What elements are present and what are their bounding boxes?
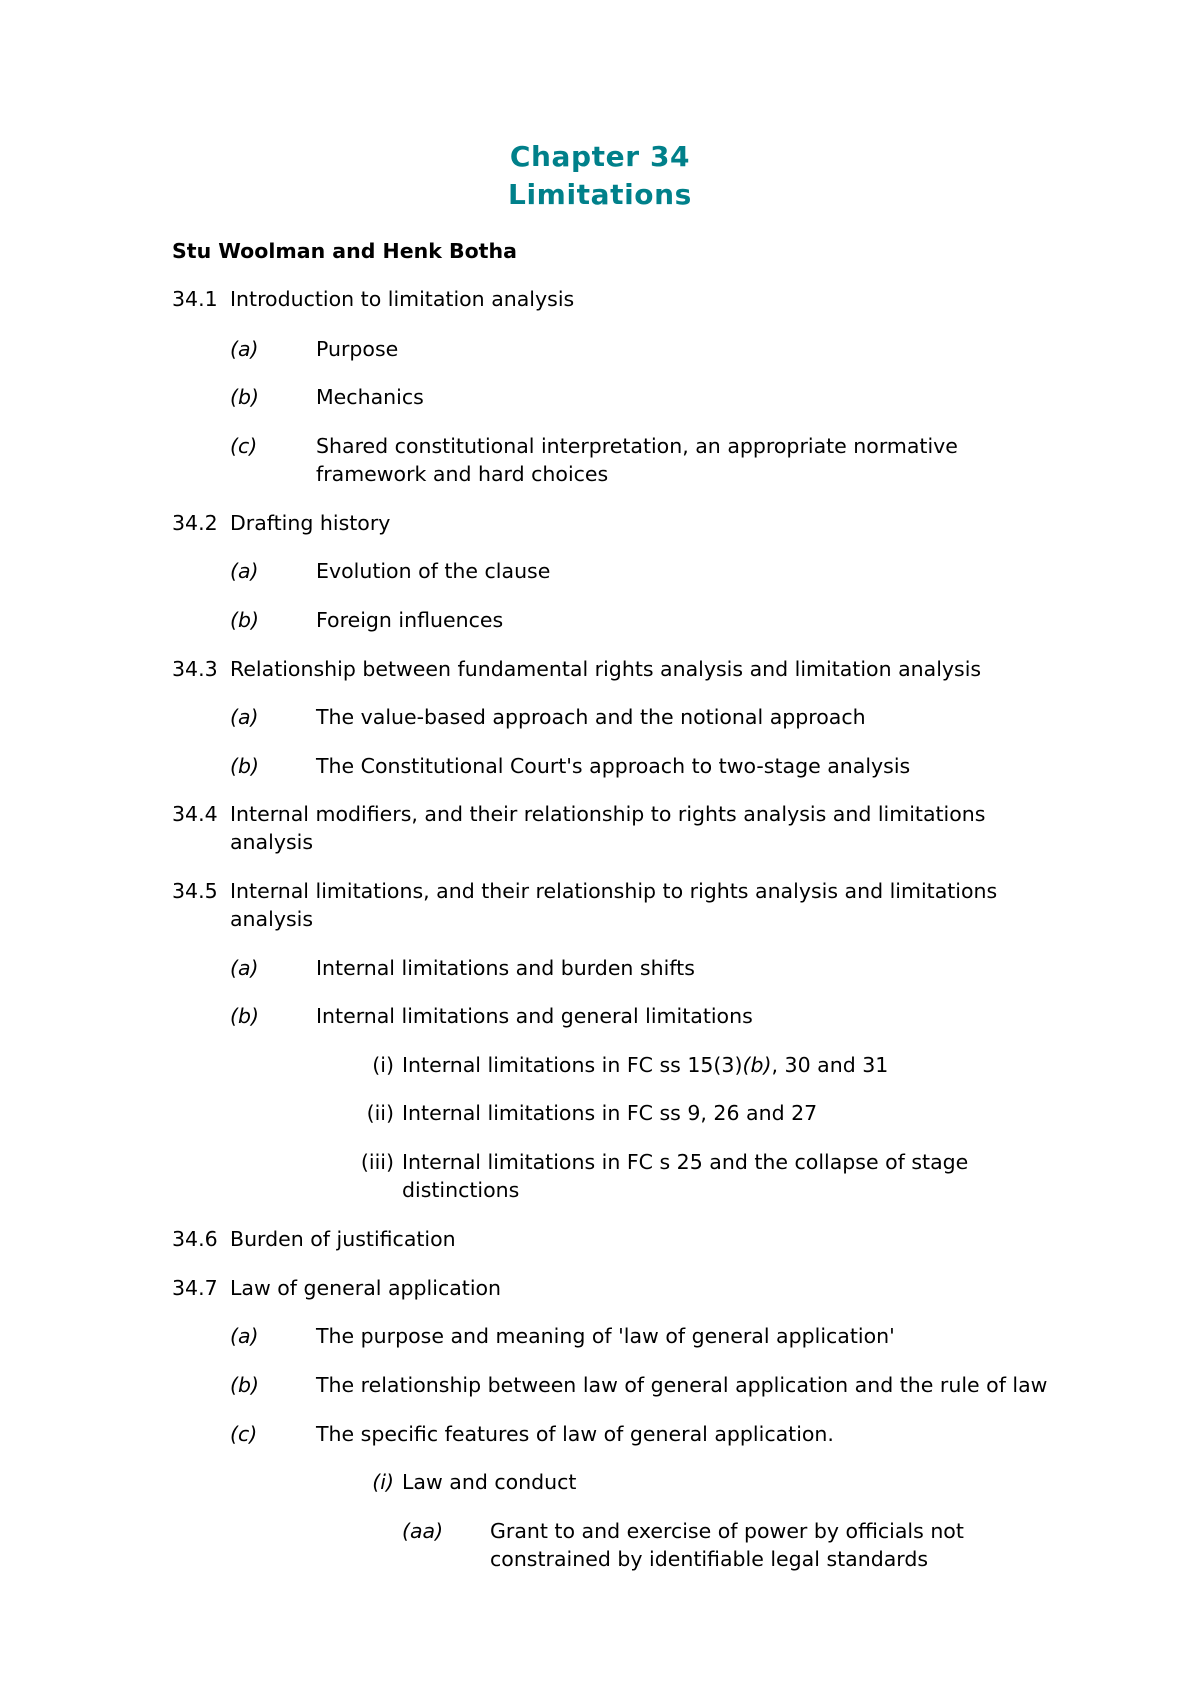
- subitem-mark: (iii): [360, 1150, 394, 1174]
- section-number: 34.1: [172, 287, 218, 311]
- section-heading: Internal limitations, and their relationship to rights analysis and limitations: [230, 879, 998, 903]
- item-mark: (c): [230, 1422, 258, 1446]
- section-heading: Relationship between fundamental rights analysis and limitation analysis: [230, 657, 982, 681]
- item-mark: (a): [230, 1324, 259, 1348]
- item-mark: (a): [230, 705, 259, 729]
- item-label: Mechanics: [316, 385, 424, 409]
- item-mark: (b): [230, 754, 260, 778]
- section-heading: Drafting history: [230, 511, 391, 535]
- item-mark: (b): [230, 385, 260, 409]
- item-mark: (c): [230, 434, 258, 458]
- section-number: 34.6: [172, 1227, 218, 1251]
- subsubitem-label: Grant to and exercise of power by officials not: [490, 1519, 964, 1543]
- subsubitem-mark: (aa): [402, 1519, 444, 1543]
- subitem-mark: (i): [372, 1470, 394, 1494]
- section-heading-continued: analysis: [230, 830, 314, 854]
- item-label: Purpose: [316, 337, 399, 361]
- item-label: The purpose and meaning of 'law of general application': [316, 1324, 895, 1348]
- chapter-number: Chapter 34: [509, 140, 691, 173]
- item-mark: (a): [230, 337, 259, 361]
- section-heading: Burden of justification: [230, 1227, 456, 1251]
- item-mark: (a): [230, 559, 259, 583]
- subitem-label: Internal limitations in FC s 25 and the collapse of stage: [402, 1150, 969, 1174]
- section-number: 34.4: [172, 802, 218, 826]
- item-label: Evolution of the clause: [316, 559, 551, 583]
- section-heading: Internal modifiers, and their relationship to rights analysis and limitations: [230, 802, 986, 826]
- section-number: 34.2: [172, 511, 218, 535]
- item-mark: (b): [230, 1004, 260, 1028]
- subsubitem-label-continued: constrained by identifiable legal standards: [490, 1547, 929, 1571]
- section-number: 34.3: [172, 657, 218, 681]
- item-label: The Constitutional Court's approach to two-stage analysis: [316, 754, 911, 778]
- section-heading: Introduction to limitation analysis: [230, 287, 575, 311]
- section-heading-continued: analysis: [230, 907, 314, 931]
- item-label-continued: framework and hard choices: [316, 462, 609, 486]
- section-heading: Law of general application: [230, 1276, 502, 1300]
- item-label: Shared constitutional interpretation, an appropriate normative: [316, 434, 958, 458]
- section-number: 34.7: [172, 1276, 218, 1300]
- item-mark: (a): [230, 956, 259, 980]
- subitem-mark: (i): [372, 1053, 394, 1077]
- item-label: Internal limitations and general limitations: [316, 1004, 753, 1028]
- subitem-label-continued: distinctions: [402, 1178, 520, 1202]
- subitem-label: Internal limitations in FC ss 15(3)(b), 30 and 31: [402, 1053, 889, 1077]
- item-mark: (b): [230, 608, 260, 632]
- authors: Stu Woolman and Henk Botha: [172, 239, 517, 263]
- item-label: The specific features of law of general application.: [316, 1422, 834, 1446]
- item-label: The relationship between law of general application and the rule of law: [316, 1373, 1048, 1397]
- subitem-mark: (ii): [366, 1101, 394, 1125]
- item-label: Foreign influences: [316, 608, 504, 632]
- section-number: 34.5: [172, 879, 218, 903]
- chapter-title: Limitations: [508, 178, 692, 211]
- subitem-label: Internal limitations in FC ss 9, 26 and 27: [402, 1101, 818, 1125]
- item-mark: (b): [230, 1373, 260, 1397]
- item-label: The value-based approach and the notional approach: [316, 705, 866, 729]
- item-label: Internal limitations and burden shifts: [316, 956, 695, 980]
- subitem-label: Law and conduct: [402, 1470, 577, 1494]
